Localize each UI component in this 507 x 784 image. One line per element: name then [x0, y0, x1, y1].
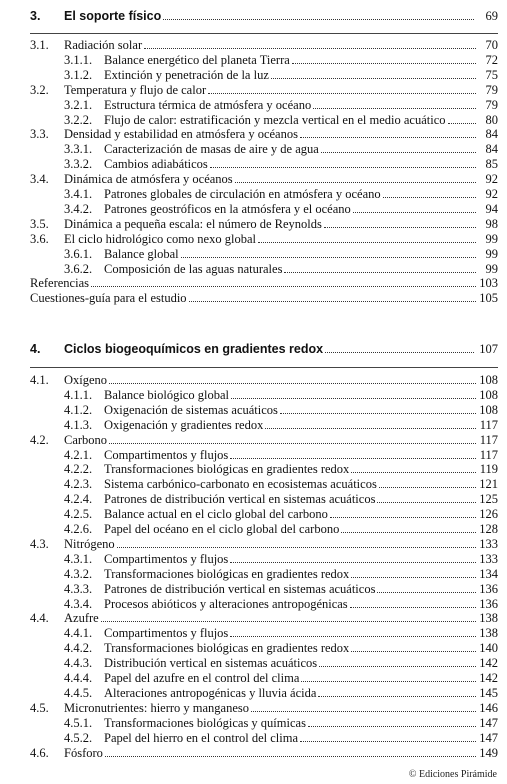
dot-leader	[231, 398, 476, 399]
entry-title: Transformaciones biológicas en gradientes redox	[104, 566, 350, 581]
entry-page-number: 136	[479, 596, 498, 611]
entry-title: Carbono	[64, 432, 108, 447]
dot-leader	[377, 502, 476, 503]
dot-leader	[181, 257, 476, 258]
entry-page-number: 145	[479, 685, 498, 700]
entry-page-number: 70	[485, 38, 498, 52]
entry-title: Compartimentos y flujos	[104, 551, 229, 566]
dot-leader	[341, 532, 476, 533]
entry-number: 4.5.1.	[64, 715, 93, 730]
entry-page-number: 79	[485, 97, 498, 112]
toc-subsection[interactable]	[64, 157, 498, 172]
chapter-heading[interactable]	[30, 342, 498, 357]
dot-leader	[230, 636, 476, 637]
chapter-title: Ciclos biogeoquímicos en gradientes redox	[64, 342, 324, 356]
entry-title: Caracterización de masas de aire y de agua	[104, 142, 319, 157]
entry-page-number: 125	[479, 492, 498, 507]
entry-number: 4.4.3.	[64, 656, 93, 671]
dot-leader	[351, 577, 476, 578]
chapter-heading[interactable]	[30, 9, 498, 24]
entry-page-number: 92	[485, 187, 498, 201]
dot-leader	[210, 167, 476, 168]
entry-number: 4.4.4.	[64, 671, 93, 685]
entry-page-number: 79	[485, 82, 498, 97]
entry-page-number: 117	[479, 417, 498, 432]
entry-page-number: 103	[479, 276, 498, 291]
entry-title: Papel del azufre en el control del clima	[104, 671, 300, 685]
toc-subsection[interactable]	[64, 53, 498, 68]
entry-title: Transformaciones biológicas en gradientes redox	[104, 462, 350, 477]
toc-section[interactable]	[30, 537, 498, 552]
entry-page-number: 121	[479, 477, 498, 492]
dot-leader	[163, 19, 474, 20]
entry-number: 4.5.2.	[64, 730, 93, 745]
dot-leader	[230, 562, 476, 563]
entry-number: 4.5.	[30, 700, 49, 715]
chapter-title: El soporte físico	[64, 9, 162, 23]
entry-page-number: 85	[485, 157, 498, 172]
entry-number: 4.2.6.	[64, 522, 93, 536]
entry-number: 4.3.	[30, 536, 49, 551]
dot-leader	[189, 301, 476, 302]
entry-title: Densidad y estabilidad en atmósfera y océanos	[64, 127, 298, 142]
chapter-number: 4.	[30, 342, 41, 356]
entry-page-number: 99	[485, 261, 498, 276]
entry-number: 3.6.2.	[64, 261, 93, 276]
toc-subsection[interactable]	[64, 522, 498, 537]
entry-title: Transformaciones biológicas y químicas	[104, 715, 306, 730]
dot-leader	[109, 383, 476, 384]
dot-leader	[383, 197, 476, 198]
entry-number: 4.4.2.	[64, 641, 93, 656]
entry-number: 3.2.1.	[64, 97, 93, 112]
entry-page-number: 147	[479, 715, 498, 730]
dot-leader	[300, 137, 476, 138]
entry-number: 4.3.3.	[64, 581, 93, 596]
toc-subsection[interactable]	[64, 388, 498, 403]
entry-title: Oxigenación y gradientes redox	[104, 417, 264, 432]
entry-number: 3.5.	[30, 216, 49, 231]
entry-page-number: 117	[479, 447, 498, 462]
dot-leader	[144, 48, 476, 49]
entry-title: Radiación solar	[64, 38, 143, 52]
dot-leader	[351, 472, 476, 473]
entry-page-number: 94	[485, 201, 498, 216]
entry-title: Distribución vertical en sistemas acuáticos	[104, 656, 318, 671]
toc-section[interactable]	[30, 172, 498, 187]
entry-title: Compartimentos y flujos	[104, 626, 229, 641]
entry-page-number: 138	[479, 611, 498, 626]
publisher-footer: © Ediciones Pirámide	[408, 769, 497, 780]
toc-section[interactable]	[30, 83, 498, 98]
entry-number: 4.2.3.	[64, 477, 93, 492]
entry-page-number: 133	[479, 536, 498, 551]
toc-subsection[interactable]	[64, 68, 498, 83]
entry-number: 3.4.	[30, 172, 49, 187]
entry-page-number: 98	[485, 216, 498, 231]
dot-leader	[330, 517, 476, 518]
entry-title: Papel del océano en el ciclo global del carbono	[104, 522, 340, 536]
entry-title: Patrones geostróficos en la atmósfera y el océano	[104, 201, 351, 216]
toc-subsection[interactable]	[64, 597, 498, 612]
entry-page-number: 84	[485, 142, 498, 157]
entry-page-number: 142	[479, 656, 498, 671]
entry-number: 4.2.1.	[64, 447, 93, 462]
entry-number: 4.2.2.	[64, 462, 93, 477]
entry-number: 4.1.1.	[64, 387, 93, 402]
entry-title: Balance biológico global	[104, 387, 229, 402]
entry-title: Compartimentos y flujos	[104, 447, 229, 462]
entry-number: 3.2.2.	[64, 112, 93, 127]
toc-subsection[interactable]	[64, 582, 498, 597]
dot-leader	[284, 272, 476, 273]
dot-leader	[265, 428, 476, 429]
entry-page-number: 72	[485, 52, 498, 67]
dot-leader	[351, 651, 476, 652]
dot-leader	[101, 621, 476, 622]
entry-title: Balance global	[104, 246, 179, 261]
entry-page-number: 105	[479, 291, 498, 306]
entry-page-number: 108	[479, 373, 498, 387]
entry-title: Patrones de distribución vertical en sistemas acuáticos	[104, 492, 376, 507]
toc-subsection[interactable]	[64, 641, 498, 656]
entry-title: Dinámica de atmósfera y océanos	[64, 172, 233, 187]
entry-title: Patrones globales de circulación en atmósfera y océano	[104, 187, 381, 201]
dot-leader	[318, 696, 476, 697]
dot-leader	[350, 607, 476, 608]
toc-subsection[interactable]	[64, 567, 498, 582]
dot-leader	[109, 443, 476, 444]
entry-page-number: 140	[479, 641, 498, 656]
entry-number: 3.3.1.	[64, 142, 93, 157]
toc-subsection[interactable]	[64, 202, 498, 217]
entry-page-number: 99	[485, 231, 498, 246]
entry-title: Procesos abióticos y alteraciones antropogénicas	[104, 596, 348, 611]
entry-page-number: 133	[479, 551, 498, 566]
dot-leader	[105, 756, 476, 757]
entry-page-number: 92	[485, 172, 498, 187]
dot-leader	[308, 726, 476, 727]
entry-title: Transformaciones biológicas en gradientes redox	[104, 641, 350, 656]
entry-title: Micronutrientes: hierro y manganeso	[64, 700, 250, 715]
dot-leader	[379, 487, 476, 488]
entry-title: Flujo de calor: estratificación y mezcla vertical en el medio acuático	[104, 112, 446, 127]
toc-section[interactable]	[30, 373, 498, 388]
entry-number: 3.2.	[30, 82, 49, 97]
entry-number: 4.1.	[30, 373, 49, 387]
chapter-page-number: 69	[485, 9, 498, 23]
chapter-divider	[30, 367, 498, 368]
entry-title: Fósforo	[64, 745, 103, 760]
entry-number: 4.2.5.	[64, 507, 93, 522]
toc-subsection[interactable]	[64, 492, 498, 507]
entry-title: Patrones de distribución vertical en sistemas acuáticos	[104, 581, 376, 596]
dot-leader	[251, 711, 476, 712]
entry-number: 3.3.2.	[64, 157, 93, 172]
dot-leader	[271, 78, 476, 79]
toc-subsection[interactable]	[64, 448, 498, 463]
entry-number: 4.4.	[30, 611, 49, 626]
dot-leader	[91, 286, 476, 287]
toc-subsection[interactable]	[64, 686, 498, 701]
toc-subsection[interactable]	[64, 716, 498, 731]
entry-number: 4.2.4.	[64, 492, 93, 507]
entry-title: Cuestiones-guía para el estudio	[30, 291, 187, 306]
entry-number: 4.6.	[30, 745, 49, 760]
dot-leader	[324, 227, 476, 228]
toc-subsection[interactable]	[64, 262, 498, 277]
entry-number: 4.1.3.	[64, 417, 93, 432]
entry-number: 4.3.2.	[64, 566, 93, 581]
toc-subsection[interactable]	[64, 507, 498, 522]
toc-subsection[interactable]	[64, 187, 498, 202]
entry-number: 4.4.5.	[64, 685, 93, 700]
entry-title: Balance actual en el ciclo global del carbono	[104, 507, 328, 522]
dot-leader	[377, 592, 476, 593]
toc-section[interactable]	[30, 217, 498, 232]
entry-page-number: 149	[479, 745, 498, 760]
toc-subsection[interactable]	[64, 626, 498, 641]
entry-title: Balance energético del planeta Tierra	[104, 52, 290, 67]
toc-subsection[interactable]	[64, 403, 498, 418]
toc-subsection[interactable]	[64, 671, 498, 686]
toc-subsection[interactable]	[64, 731, 498, 746]
entry-title: Referencias	[30, 276, 89, 291]
toc-entry[interactable]	[30, 276, 498, 291]
entry-page-number: 147	[479, 730, 498, 745]
entry-title: El ciclo hidrológico como nexo global	[64, 231, 256, 246]
toc-section[interactable]	[30, 433, 498, 448]
entry-number: 3.3.	[30, 127, 49, 142]
toc-section[interactable]	[30, 38, 498, 53]
entry-number: 4.3.1.	[64, 551, 93, 566]
dot-leader	[300, 741, 476, 742]
toc-subsection[interactable]	[64, 418, 498, 433]
entry-number: 4.4.1.	[64, 626, 93, 641]
toc-section[interactable]	[30, 127, 498, 142]
toc-section[interactable]	[30, 232, 498, 247]
toc-entry[interactable]	[30, 291, 498, 306]
entry-title: Oxigenación de sistemas acuáticos	[104, 402, 278, 417]
dot-leader	[235, 182, 476, 183]
dot-leader	[208, 93, 476, 94]
toc-subsection[interactable]	[64, 462, 498, 477]
toc-subsection[interactable]	[64, 113, 498, 128]
entry-title: Dinámica a pequeña escala: el número de Reynolds	[64, 216, 322, 231]
chapter-divider	[30, 33, 498, 34]
dot-leader	[321, 152, 476, 153]
entry-number: 4.1.2.	[64, 402, 93, 417]
toc-subsection[interactable]	[64, 552, 498, 567]
entry-page-number: 75	[485, 67, 498, 82]
entry-page-number: 80	[485, 112, 498, 127]
entry-number: 3.1.2.	[64, 67, 93, 82]
entry-number: 3.1.1.	[64, 52, 93, 67]
entry-title: Papel del hierro en el control del clima	[104, 730, 299, 745]
toc-section[interactable]	[30, 746, 498, 761]
entry-title: Oxígeno	[64, 373, 108, 387]
entry-page-number: 117	[479, 432, 498, 447]
entry-title: Alteraciones antropogénicas y lluvia ácida	[104, 685, 317, 700]
toc-section[interactable]	[30, 611, 498, 626]
entry-title: Extinción y penetración de la luz	[104, 67, 269, 82]
entry-page-number: 134	[479, 566, 498, 581]
dot-leader	[353, 212, 476, 213]
entry-number: 4.3.4.	[64, 596, 93, 611]
dot-leader	[117, 547, 476, 548]
dot-leader	[292, 63, 476, 64]
dot-leader	[258, 242, 476, 243]
toc-subsection[interactable]	[64, 477, 498, 492]
dot-leader	[301, 681, 476, 682]
entry-number: 3.6.	[30, 231, 49, 246]
entry-page-number: 119	[479, 462, 498, 477]
toc-section[interactable]	[30, 701, 498, 716]
dot-leader	[325, 352, 474, 353]
dot-leader	[448, 123, 476, 124]
entry-title: Nitrógeno	[64, 536, 115, 551]
toc-subsection[interactable]	[64, 98, 498, 113]
entry-title: Estructura térmica de atmósfera y océano	[104, 97, 312, 112]
chapter-number: 3.	[30, 9, 41, 23]
entry-page-number: 99	[485, 246, 498, 261]
dot-leader	[230, 458, 476, 459]
entry-page-number: 108	[479, 402, 498, 417]
entry-title: Temperatura y flujo de calor	[64, 82, 207, 97]
toc-subsection[interactable]	[64, 656, 498, 671]
entry-page-number: 128	[479, 522, 498, 536]
entry-number: 4.2.	[30, 432, 49, 447]
entry-page-number: 142	[479, 671, 498, 685]
dot-leader	[280, 413, 476, 414]
entry-title: Cambios adiabáticos	[104, 157, 208, 172]
entry-number: 3.4.2.	[64, 201, 93, 216]
entry-number: 3.4.1.	[64, 187, 93, 201]
toc-subsection[interactable]	[64, 142, 498, 157]
entry-page-number: 108	[479, 387, 498, 402]
entry-page-number: 138	[479, 626, 498, 641]
entry-page-number: 84	[485, 127, 498, 142]
chapter-page-number: 107	[479, 342, 498, 356]
dot-leader	[319, 666, 476, 667]
entry-title: Sistema carbónico-carbonato en ecosistemas acuáticos	[104, 477, 377, 492]
toc-subsection[interactable]	[64, 247, 498, 262]
entry-number: 3.6.1.	[64, 246, 93, 261]
dot-leader	[313, 108, 476, 109]
entry-title: Azufre	[64, 611, 99, 626]
entry-page-number: 146	[479, 700, 498, 715]
entry-page-number: 126	[479, 507, 498, 522]
entry-title: Composición de las aguas naturales	[104, 261, 283, 276]
entry-page-number: 136	[479, 581, 498, 596]
entry-number: 3.1.	[30, 38, 49, 52]
